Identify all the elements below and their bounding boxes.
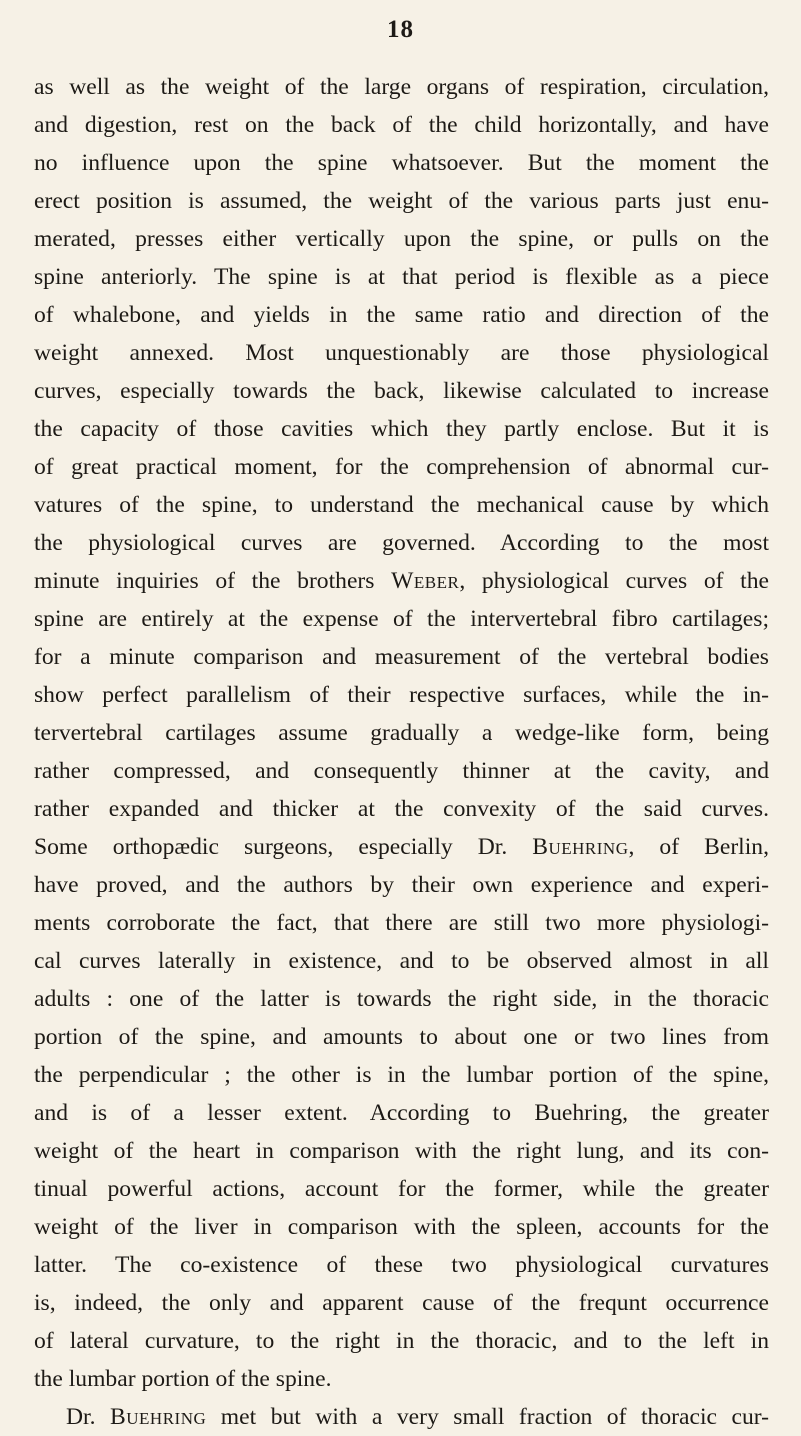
author-name-weber: Weber: [391, 568, 460, 594]
text-line: show perfect parallelism of their respective surfaces, while the in-: [34, 682, 769, 708]
text-segment: met but with a very small fraction of thoracic cur-: [206, 1404, 770, 1430]
text-line: [34, 828, 769, 866]
text-line: of whalebone, and yields in the same ratio and direction of the: [34, 302, 769, 328]
text-segment: Some orthopædic surgeons, especially Dr.: [34, 834, 533, 860]
text-line: weight annexed. Most unquestionably are those physiological: [34, 340, 769, 366]
text-line: latter. The co-existence of these two physiological curvatures: [34, 1252, 769, 1278]
text-line: of lateral curvature, to the right in the thoracic, and to the left in: [34, 1328, 769, 1354]
text-line: weight of the heart in comparison with the right lung, and its con-: [34, 1138, 769, 1164]
text-line: rather compressed, and consequently thinner at the cavity, and: [34, 758, 769, 784]
text-line: adults : one of the latter is towards the right side, in the thoracic: [34, 986, 769, 1012]
text-line: cal curves laterally in existence, and to be observed almost in all: [34, 948, 769, 974]
text-line: erect position is assumed, the weight of the various parts just enu-: [34, 188, 769, 214]
page-number: 18: [387, 16, 414, 43]
text-segment: , of Berlin,: [628, 834, 769, 860]
text-line: the perpendicular ; the other is in the lumbar portion of the spine,: [34, 1062, 769, 1088]
text-line: of great practical moment, for the comprehension of abnormal cur-: [34, 454, 769, 480]
text-line: spine anteriorly. The spine is at that period is flexible as a piece: [34, 264, 769, 290]
author-name-buehring: Buehring: [532, 834, 629, 860]
text-line: merated, presses either vertically upon the spine, or pulls on the: [34, 226, 769, 252]
text-line: have proved, and the authors by their own experience and experi-: [34, 872, 769, 898]
text-line: the physiological curves are governed. According to the most: [34, 530, 769, 556]
text-line: [34, 562, 769, 600]
text-line: [34, 1398, 769, 1436]
text-line: portion of the spine, and amounts to about one or two lines from: [34, 1024, 769, 1050]
text-line: weight of the liver in comparison with the spleen, accounts for the: [34, 1214, 769, 1240]
text-segment: minute inquiries of the brothers: [34, 568, 392, 594]
text-line: tinual powerful actions, account for the former, while the greater: [34, 1176, 769, 1202]
text-line: tervertebral cartilages assume gradually a wedge-like form, being: [34, 720, 769, 746]
text-segment: , physiological curves of the: [459, 568, 769, 594]
text-line: ments corroborate the fact, that there are still two more physiologi-: [34, 910, 769, 936]
author-name-buehring: Buehring: [110, 1404, 207, 1430]
text-line: the capacity of those cavities which they partly enclose. But it is: [34, 416, 769, 442]
text-line: rather expanded and thicker at the convexity of the said curves.: [34, 796, 769, 822]
text-line: vatures of the spine, to understand the mechanical cause by which: [34, 492, 769, 518]
text-line: spine are entirely at the expense of the intervertebral fibro cartilages;: [34, 606, 769, 632]
body-text: [34, 68, 769, 1436]
text-line: the lumbar portion of the spine.: [34, 1366, 332, 1392]
text-segment: Dr.: [66, 1404, 111, 1430]
text-line: for a minute comparison and measurement of the vertebral bodies: [34, 644, 769, 670]
text-line: and digestion, rest on the back of the child horizontally, and have: [34, 112, 769, 138]
text-line: is, indeed, the only and apparent cause of the frequnt occurrence: [34, 1290, 769, 1316]
text-line: and is of a lesser extent. According to Buehring, the greater: [34, 1100, 769, 1126]
text-line: no influence upon the spine whatsoever. But the moment the: [34, 150, 769, 176]
text-line: as well as the weight of the large organs of respiration, circulation,: [34, 74, 769, 100]
text-line: curves, especially towards the back, likewise calculated to increase: [34, 378, 769, 404]
